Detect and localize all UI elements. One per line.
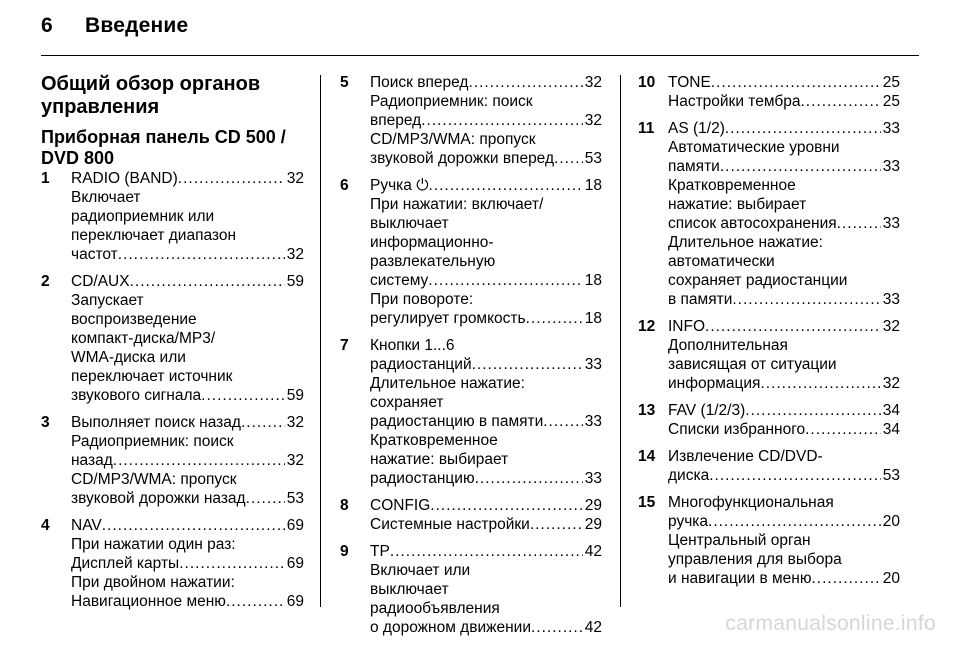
control-entry xyxy=(638,317,900,393)
entry-text: радиоприемник или xyxy=(71,208,215,225)
entry-line xyxy=(71,291,304,310)
entry-text: Включает xyxy=(71,189,141,206)
entry-text: Системные настройки xyxy=(370,516,530,533)
page-reference: 32 xyxy=(286,452,304,469)
entry-text: Настройки тембра xyxy=(668,93,801,110)
page-reference: 69 xyxy=(286,555,304,572)
entry-line xyxy=(71,207,304,226)
entry-line xyxy=(668,92,900,111)
control-number: 9 xyxy=(340,543,349,560)
page-reference: 25 xyxy=(882,74,900,91)
entry-line xyxy=(71,386,304,405)
entry-text: Извлечение CD/DVD- xyxy=(668,448,823,465)
page-reference: 32 xyxy=(286,414,304,431)
entry-text: Ручка ⏻ xyxy=(370,177,429,194)
entry-line xyxy=(370,580,602,599)
entry-line xyxy=(71,329,304,348)
entry-text: CD/MP3/WMA: пропуск xyxy=(71,471,237,488)
entry-line xyxy=(668,374,900,393)
dot-leader xyxy=(102,516,285,535)
dot-leader xyxy=(475,469,583,488)
control-number: 2 xyxy=(41,273,50,290)
column-1-entries xyxy=(41,169,304,611)
control-entry xyxy=(340,542,602,637)
entry-line xyxy=(370,149,602,168)
entry-text: Автоматические уровни xyxy=(668,139,840,156)
dot-leader xyxy=(709,466,881,485)
entry-text: воспроизведение xyxy=(71,311,197,328)
entry-text: Списки избранного xyxy=(668,421,806,438)
entry-line xyxy=(668,512,900,531)
entry-line xyxy=(370,515,602,534)
entry-text: регулирует громкость xyxy=(370,310,526,327)
control-entry xyxy=(41,169,304,264)
entry-text: RADIO (BAND) xyxy=(71,170,178,187)
dot-leader xyxy=(472,355,583,374)
entry-line xyxy=(370,290,602,309)
entry-line xyxy=(370,214,602,233)
entry-line xyxy=(370,393,602,412)
dot-leader xyxy=(390,542,583,561)
entry-line xyxy=(668,271,900,290)
page-reference: 20 xyxy=(882,570,900,587)
dot-leader xyxy=(732,290,880,309)
page-reference: 32 xyxy=(286,246,304,263)
control-number: 13 xyxy=(638,402,656,419)
entry-text: зависящая от ситуации xyxy=(668,356,837,373)
entry-line xyxy=(668,447,900,466)
dot-leader xyxy=(711,73,881,92)
page-reference: 33 xyxy=(584,413,602,430)
page-reference: 20 xyxy=(882,513,900,530)
control-entry xyxy=(638,493,900,588)
entry-line xyxy=(668,214,900,233)
dot-leader xyxy=(745,401,881,420)
dot-leader xyxy=(705,317,881,336)
entry-text: Дисплей карты xyxy=(71,555,180,572)
page-reference: 53 xyxy=(584,150,602,167)
dot-leader xyxy=(468,73,582,92)
entry-text: FAV (1/2/3) xyxy=(668,402,746,419)
entry-text: CD/AUX xyxy=(71,273,130,290)
entry-line xyxy=(71,348,304,367)
column-2-entries xyxy=(340,73,602,637)
page-number: 6 xyxy=(41,14,53,37)
entry-text: вперед xyxy=(370,112,422,129)
dot-leader xyxy=(246,489,285,508)
page-reference: 33 xyxy=(882,120,900,137)
entry-text: нажатие: выбирает xyxy=(370,451,509,468)
entry-line xyxy=(668,157,900,176)
section-title: Общий обзор органов управления xyxy=(41,73,261,118)
dot-leader xyxy=(708,512,881,531)
entry-text: выключает xyxy=(370,581,449,598)
entry-text: NAV xyxy=(71,517,102,534)
entry-line xyxy=(370,469,602,488)
entry-text: радиостанцию в памяти xyxy=(370,413,544,430)
entry-line xyxy=(71,516,304,535)
entry-line xyxy=(370,233,602,252)
control-number: 15 xyxy=(638,494,656,511)
dot-leader xyxy=(421,111,583,130)
column-divider xyxy=(620,75,621,607)
entry-line xyxy=(370,431,602,450)
entry-line xyxy=(370,271,602,290)
entry-text: Дополнительная xyxy=(668,337,788,354)
entry-text: радиостанций xyxy=(370,356,472,373)
entry-text: радиостанцию xyxy=(370,470,475,487)
control-entry xyxy=(41,413,304,508)
dot-leader xyxy=(531,618,583,637)
entry-text: звуковой дорожки вперед xyxy=(370,150,555,167)
entry-line xyxy=(71,592,304,611)
control-entry xyxy=(638,401,900,439)
dot-leader xyxy=(428,176,582,195)
page-reference: 32 xyxy=(882,375,900,392)
entry-text: Центральный орган xyxy=(668,532,811,549)
dot-leader xyxy=(179,554,285,573)
column-3-entries xyxy=(638,73,900,588)
page-reference: 59 xyxy=(286,273,304,290)
entry-text: и навигации в меню xyxy=(668,570,812,587)
entry-line xyxy=(71,535,304,554)
entry-line xyxy=(71,432,304,451)
dot-leader xyxy=(526,309,583,328)
entry-line xyxy=(370,336,602,355)
entry-line xyxy=(370,542,602,561)
entry-text: нажатие: выбирает xyxy=(668,196,807,213)
entry-line xyxy=(370,73,602,92)
control-number: 5 xyxy=(340,74,349,91)
entry-line xyxy=(668,176,900,195)
entry-line xyxy=(71,367,304,386)
dot-leader xyxy=(554,149,583,168)
dot-leader xyxy=(760,374,880,393)
dot-leader xyxy=(543,412,583,431)
entry-text: радиообъявления xyxy=(370,600,500,617)
entry-text: список автосохранения xyxy=(668,215,837,232)
control-entry xyxy=(41,516,304,611)
page-reference: 42 xyxy=(584,543,602,560)
entry-line xyxy=(370,252,602,271)
entry-line xyxy=(668,569,900,588)
page-reference: 32 xyxy=(286,170,304,187)
dot-leader xyxy=(178,169,285,188)
entry-line xyxy=(668,233,900,252)
entry-text: Включает или xyxy=(370,562,471,579)
page-reference: 33 xyxy=(584,356,602,373)
dot-leader xyxy=(720,157,881,176)
page-reference: 18 xyxy=(584,310,602,327)
page-reference: 32 xyxy=(584,74,602,91)
page-reference: 32 xyxy=(882,318,900,335)
control-entry xyxy=(340,176,602,328)
page-reference: 18 xyxy=(584,177,602,194)
page-reference: 29 xyxy=(584,516,602,533)
entry-text: сохраняет xyxy=(370,394,444,411)
entry-line xyxy=(370,130,602,149)
page-reference: 69 xyxy=(286,517,304,534)
control-entry xyxy=(638,73,900,111)
page-reference: 53 xyxy=(286,490,304,507)
entry-text: TP xyxy=(370,543,390,560)
entry-line xyxy=(370,309,602,328)
page-reference: 33 xyxy=(882,158,900,175)
entry-line xyxy=(668,336,900,355)
page-reference: 69 xyxy=(286,593,304,610)
dot-leader xyxy=(530,515,583,534)
entry-text: сохраняет радиостанции xyxy=(668,272,848,289)
entry-text: AS (1/2) xyxy=(668,120,725,137)
entry-line xyxy=(71,413,304,432)
page-reference: 53 xyxy=(882,467,900,484)
entry-text: автоматически xyxy=(668,253,775,270)
column-2 xyxy=(340,73,602,645)
control-entry xyxy=(340,336,602,488)
entry-line xyxy=(370,92,602,111)
entry-line xyxy=(668,531,900,550)
dot-leader xyxy=(430,496,582,515)
dot-leader xyxy=(800,92,880,111)
dot-leader xyxy=(201,386,285,405)
entry-text: систему xyxy=(370,272,429,289)
dot-leader xyxy=(113,451,285,470)
column-divider xyxy=(320,75,321,607)
entry-line xyxy=(668,195,900,214)
column-1 xyxy=(41,73,304,619)
entry-line xyxy=(71,489,304,508)
entry-text: частот xyxy=(71,246,118,263)
entry-line xyxy=(370,496,602,515)
entry-line xyxy=(668,466,900,485)
control-entry xyxy=(340,73,602,168)
page-reference: 29 xyxy=(584,497,602,514)
entry-text: При нажатии: включает/ xyxy=(370,196,544,213)
page-reference: 34 xyxy=(882,421,900,438)
entry-line xyxy=(668,401,900,420)
entry-text: Кратковременное xyxy=(370,432,498,449)
subsection-title: Приборная панель CD 500 / DVD 800 xyxy=(41,127,286,168)
entry-text: переключает источник xyxy=(71,368,233,385)
entry-line xyxy=(668,252,900,271)
page-header xyxy=(41,14,188,38)
entry-text: INFO xyxy=(668,318,706,335)
entry-text: в памяти xyxy=(668,291,733,308)
entry-line xyxy=(668,420,900,439)
entry-text: развлекательную xyxy=(370,253,496,270)
page-reference: 33 xyxy=(584,470,602,487)
chapter-title: Введение xyxy=(85,14,189,37)
entry-line xyxy=(71,272,304,291)
entry-line xyxy=(71,451,304,470)
dot-leader xyxy=(805,420,881,439)
entry-line xyxy=(71,188,304,207)
entry-text: Выполняет поиск назад xyxy=(71,414,241,431)
entry-text: Длительное нажатие: xyxy=(668,234,823,251)
control-number: 6 xyxy=(340,177,349,194)
page-reference: 34 xyxy=(882,402,900,419)
entry-line xyxy=(668,119,900,138)
page-reference: 33 xyxy=(882,215,900,232)
control-entry xyxy=(41,272,304,405)
entry-text: При повороте: xyxy=(370,291,474,308)
entry-line xyxy=(370,599,602,618)
entry-text: При двойном нажатии: xyxy=(71,574,235,591)
entry-text: При нажатии один раз: xyxy=(71,536,236,553)
dot-leader xyxy=(725,119,881,138)
dot-leader xyxy=(837,214,881,233)
entry-text: диска xyxy=(668,467,710,484)
entry-text: компакт-диска/MP3/ xyxy=(71,330,216,347)
entry-text: выключает xyxy=(370,215,449,232)
entry-text: звукового сигнала xyxy=(71,387,202,404)
control-entry xyxy=(638,447,900,485)
control-number: 14 xyxy=(638,448,656,465)
entry-line xyxy=(668,550,900,569)
control-number: 10 xyxy=(638,74,656,91)
entry-text: Длительное нажатие: xyxy=(370,375,525,392)
control-number: 12 xyxy=(638,318,656,335)
entry-line xyxy=(370,561,602,580)
entry-text: CONFIG xyxy=(370,497,431,514)
entry-text: Запускает xyxy=(71,292,144,309)
page-reference: 59 xyxy=(286,387,304,404)
page-reference: 32 xyxy=(584,112,602,129)
entry-text: о дорожном движении xyxy=(370,619,531,636)
entry-line xyxy=(370,618,602,637)
entry-line xyxy=(370,195,602,214)
entry-text: Многофункциональная xyxy=(668,494,834,511)
page-reference: 33 xyxy=(882,291,900,308)
entry-text: информационно- xyxy=(370,234,494,251)
control-number: 3 xyxy=(41,414,50,431)
entry-text: памяти xyxy=(668,158,720,175)
control-number: 4 xyxy=(41,517,50,534)
entry-line xyxy=(71,554,304,573)
entry-text: Поиск вперед xyxy=(370,74,469,91)
entry-line xyxy=(370,450,602,469)
entry-text: назад xyxy=(71,452,113,469)
entry-line xyxy=(71,245,304,264)
dot-leader xyxy=(226,592,285,611)
page-reference: 18 xyxy=(584,272,602,289)
entry-line xyxy=(668,317,900,336)
entry-text: Навигационное меню xyxy=(71,593,226,610)
control-number: 11 xyxy=(638,120,655,137)
page-reference: 42 xyxy=(584,619,602,636)
entry-text: переключает диапазон xyxy=(71,227,237,244)
entry-line xyxy=(71,226,304,245)
entry-text: управления для выбора xyxy=(668,551,842,568)
entry-text: Кратковременное xyxy=(668,177,796,194)
entry-text: ручка xyxy=(668,513,709,530)
entry-line xyxy=(668,290,900,309)
entry-text: TONE xyxy=(668,74,711,91)
entry-line xyxy=(370,355,602,374)
control-number: 7 xyxy=(340,337,349,354)
header-rule xyxy=(41,55,919,56)
entry-text: Кнопки 1...6 xyxy=(370,337,455,354)
entry-line xyxy=(370,412,602,431)
entry-text: CD/MP3/WMA: пропуск xyxy=(370,131,536,148)
entry-line xyxy=(370,374,602,393)
entry-line xyxy=(370,176,602,195)
page-reference: 25 xyxy=(882,93,900,110)
entry-line xyxy=(71,310,304,329)
entry-line xyxy=(370,111,602,130)
column-3 xyxy=(638,73,900,596)
control-entry xyxy=(340,496,602,534)
watermark: carmanualsonline.info xyxy=(725,612,936,635)
entry-line xyxy=(71,573,304,592)
entry-line xyxy=(668,493,900,512)
entry-text: Радиоприемник: поиск xyxy=(71,433,234,450)
entry-text: звуковой дорожки назад xyxy=(71,490,246,507)
dot-leader xyxy=(241,413,285,432)
dot-leader xyxy=(118,245,285,264)
dot-leader xyxy=(130,272,285,291)
entry-line xyxy=(71,470,304,489)
entry-line xyxy=(668,73,900,92)
entry-line xyxy=(668,355,900,374)
control-number: 1 xyxy=(41,170,50,187)
entry-text: Радиоприемник: поиск xyxy=(370,93,533,110)
control-number: 8 xyxy=(340,497,349,514)
entry-text: информация xyxy=(668,375,761,392)
entry-line xyxy=(71,169,304,188)
dot-leader xyxy=(811,569,880,588)
dot-leader xyxy=(428,271,582,290)
control-entry xyxy=(638,119,900,309)
entry-text: WMA-диска или xyxy=(71,349,186,366)
entry-line xyxy=(668,138,900,157)
